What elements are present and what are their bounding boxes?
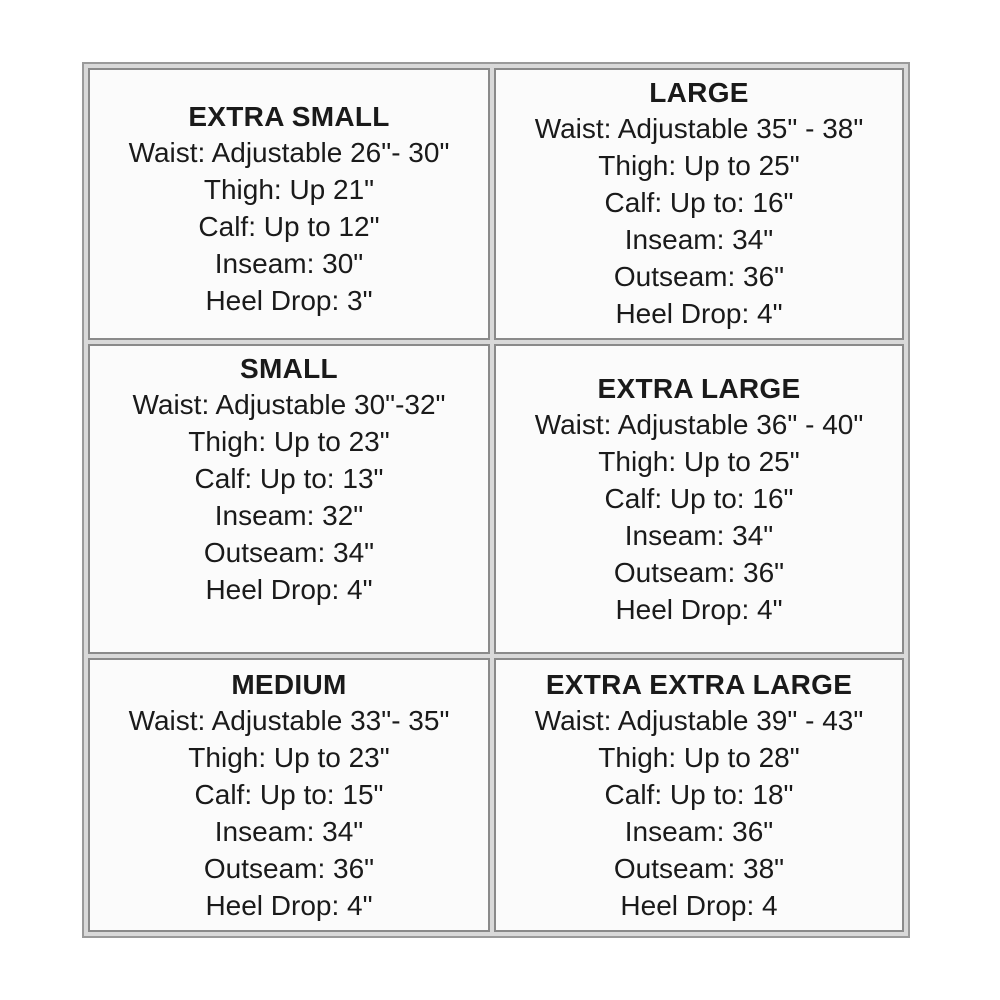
size-thigh: Thigh: Up to 25" (598, 150, 800, 181)
size-calf: Calf: Up to: 18" (604, 779, 794, 810)
size-heel-drop: Heel Drop: 4 (620, 890, 778, 921)
size-heel-drop: Heel Drop: 4" (205, 890, 373, 921)
size-waist: Waist: Adjustable 30"-32" (132, 389, 446, 420)
size-thigh: Thigh: Up to 23" (188, 426, 390, 457)
size-waist: Waist: Adjustable 33"- 35" (128, 705, 450, 736)
size-inseam: Inseam: 34" (214, 816, 364, 847)
size-cell-large (494, 68, 904, 340)
size-thigh: Thigh: Up to 28" (598, 742, 800, 773)
size-calf: Calf: Up to 12" (198, 211, 380, 242)
size-waist: Waist: Adjustable 36" - 40" (534, 409, 864, 440)
size-title: SMALL (240, 353, 338, 384)
size-inseam: Inseam: 32" (214, 500, 364, 531)
size-title: EXTRA EXTRA LARGE (545, 669, 853, 700)
size-waist: Waist: Adjustable 35" - 38" (534, 113, 864, 144)
size-heel-drop: Heel Drop: 4" (205, 574, 373, 605)
size-inseam: Inseam: 34" (624, 520, 774, 551)
size-outseam: Outseam: 38" (613, 853, 785, 884)
size-outseam: Outseam: 36" (613, 557, 785, 588)
size-cell-medium (88, 658, 490, 932)
size-waist: Waist: Adjustable 39" - 43" (534, 705, 864, 736)
size-title: LARGE (649, 77, 749, 108)
size-calf: Calf: Up to: 15" (194, 779, 384, 810)
size-thigh: Thigh: Up to 23" (188, 742, 390, 773)
size-inseam: Inseam: 36" (624, 816, 774, 847)
size-heel-drop: Heel Drop: 4" (615, 594, 783, 625)
size-outseam: Outseam: 36" (613, 261, 785, 292)
size-title: MEDIUM (231, 669, 347, 700)
size-inseam: Inseam: 34" (624, 224, 774, 255)
size-waist: Waist: Adjustable 26"- 30" (128, 137, 450, 168)
size-calf: Calf: Up to: 13" (194, 463, 384, 494)
size-cell-small (88, 344, 490, 654)
size-thigh: Thigh: Up to 25" (598, 446, 800, 477)
size-heel-drop: Heel Drop: 3" (205, 285, 373, 316)
size-outseam: Outseam: 36" (203, 853, 375, 884)
size-cell-extra-extra-large (494, 658, 904, 932)
size-calf: Calf: Up to: 16" (604, 483, 794, 514)
size-cell-extra-small (88, 68, 490, 340)
size-title: EXTRA SMALL (188, 101, 390, 132)
size-outseam: Outseam: 34" (203, 537, 375, 568)
size-cell-extra-large (494, 344, 904, 654)
size-heel-drop: Heel Drop: 4" (615, 298, 783, 329)
size-thigh: Thigh: Up 21" (203, 174, 375, 205)
size-calf: Calf: Up to: 16" (604, 187, 794, 218)
size-inseam: Inseam: 30" (214, 248, 364, 279)
size-title: EXTRA LARGE (597, 373, 801, 404)
